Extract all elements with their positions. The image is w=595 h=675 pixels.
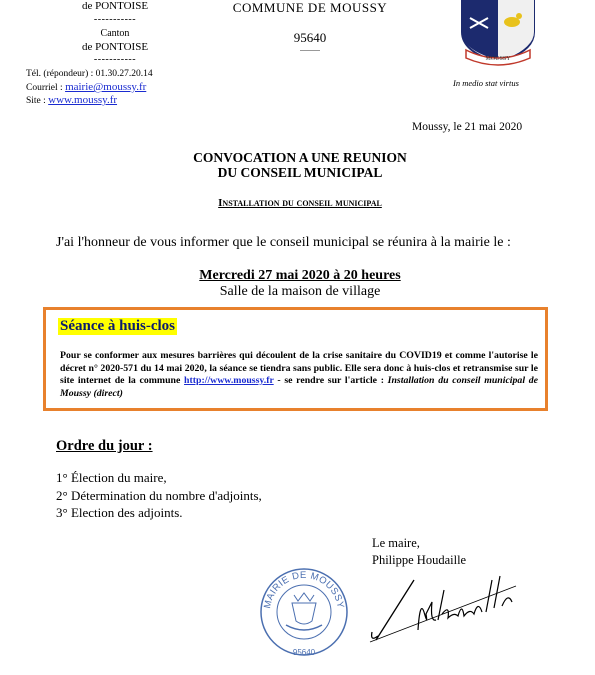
title-line-1: CONVOCATION A UNE REUNION: [193, 150, 407, 165]
commune-title: COMMUNE DE MOUSSY: [232, 0, 388, 15]
arrondissement-label: de PONTOISE: [81, 0, 149, 12]
notice-link[interactable]: http://www.moussy.fr: [184, 375, 274, 386]
notice-body: Pour se conformer aux mesures barrières qui découlent de la crise sanitaire du COVID19 et comme l'autorise le décret n° 2020-571 du 14 mai 2020, la séance se tiendra sans public. Elle sera donc à huis-clos et retransmise sur le site internet de la commune: [60, 350, 538, 386]
meeting-place: Salle de la maison de village: [219, 284, 381, 299]
separator: -----------: [93, 14, 137, 25]
svg-text:MAIRIE DE MOUSSY: [262, 570, 346, 610]
email-label: Courriel :: [26, 83, 66, 93]
notice-article: Installation du conseil municipal de Moussy (direct): [60, 375, 538, 399]
email-link[interactable]: mairie@moussy.fr: [65, 81, 147, 93]
mairie-stamp: [258, 565, 350, 660]
notice-body-after: - se rendre sur l'article :: [273, 375, 388, 386]
crest-logo: [448, 0, 548, 72]
motto: In medio stat virtus: [453, 78, 519, 88]
phone-line: Tél. (répondeur) : 01.30.27.20.14: [26, 69, 153, 79]
subject: Installation du conseil municipal: [218, 197, 382, 209]
separator: -----------: [93, 54, 137, 65]
stamp-top-text: MAIRIE DE MOUSSY: [262, 569, 346, 610]
site-line: [26, 94, 117, 107]
title-line-2: DU CONSEIL MUNICIPAL: [217, 165, 383, 180]
notice-text: [60, 350, 538, 400]
agenda-item: 3° Election des adjoints.: [56, 505, 183, 520]
crest-banner-text: MOUSSY: [485, 56, 511, 62]
postcode: 95640: [293, 30, 327, 45]
handwritten-signature: [366, 572, 526, 646]
letter-date: Moussy, le 21 mai 2020: [412, 121, 523, 133]
stamp-bottom-text: 95640: [292, 648, 316, 657]
site-label: Site :: [26, 96, 49, 106]
email-line: [26, 81, 146, 94]
site-link[interactable]: www.moussy.fr: [48, 94, 118, 106]
notice-title: Séance à huis-clos: [60, 318, 176, 334]
notice-box: [43, 307, 548, 411]
divider: [300, 50, 320, 51]
canton-name: de PONTOISE: [81, 41, 149, 53]
canton-label: Canton: [100, 28, 130, 39]
signature-role: Le maire,: [372, 536, 420, 550]
agenda-item: 1° Élection du maire,: [56, 470, 167, 485]
meeting-datetime: Mercredi 27 mai 2020 à 20 heures: [199, 268, 401, 283]
signature-name: Philippe Houdaille: [372, 553, 467, 567]
agenda-heading: Ordre du jour :: [56, 438, 153, 454]
agenda-item: 2° Détermination du nombre d'adjoints,: [56, 488, 262, 503]
intro-text: J'ai l'honneur de vous informer que le conseil municipal se réunira à la mairie le :: [56, 235, 511, 250]
